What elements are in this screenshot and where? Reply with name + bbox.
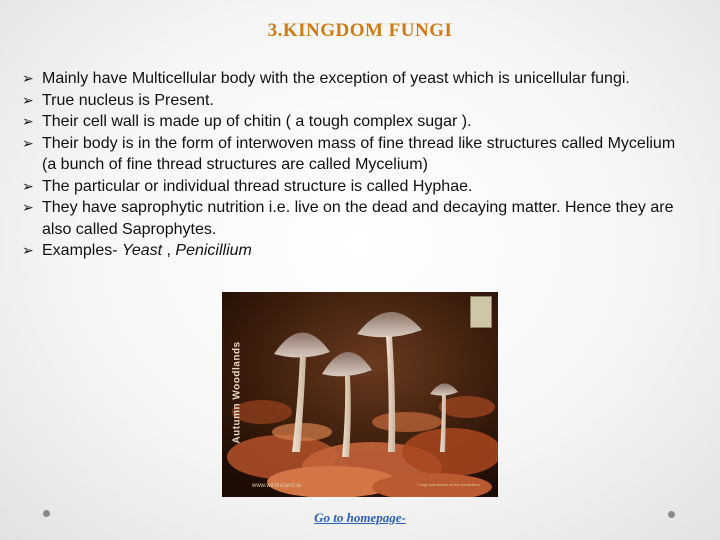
examples-separator: , bbox=[162, 242, 176, 259]
bullet-item-examples bbox=[22, 240, 692, 262]
arrow-bullet-icon: ➢ bbox=[22, 113, 34, 129]
bullet-text: They have saprophytic nutrition i.e. live on the dead and decaying matter. Hence they are also called Saprophytes. bbox=[42, 199, 674, 238]
arrow-bullet-icon: ➢ bbox=[22, 134, 34, 151]
mushroom-photo bbox=[222, 292, 498, 497]
example-penicillium: Penicillium bbox=[175, 242, 252, 259]
bullet-text: The particular or individual thread structure is called Hyphae. bbox=[42, 177, 473, 195]
bullet-text: Their body is in the form of interwoven mass of fine thread like structures called Mycelium (a bunch of fine thread structures are called Mycelium) bbox=[42, 134, 676, 173]
bullet-item bbox=[22, 90, 692, 112]
wild-ireland-logo bbox=[470, 296, 492, 328]
bullet-item bbox=[22, 176, 692, 198]
photo-credit: Fungi and leaves on the forest floor bbox=[417, 482, 480, 487]
arrow-bullet-icon: ➢ bbox=[22, 177, 34, 194]
arrow-bullet-icon: ➢ bbox=[22, 91, 34, 108]
bullet-item bbox=[22, 68, 692, 90]
bullet-item bbox=[22, 197, 692, 240]
photo-side-caption: Autumn Woodlands bbox=[231, 340, 243, 444]
bullet-text: Mainly have Multicellular body with the exception of yeast which is unicellular fungi. bbox=[42, 70, 630, 87]
arrow-bullet-icon: ➢ bbox=[22, 242, 34, 258]
arrow-bullet-icon: ➢ bbox=[22, 70, 34, 86]
bullet-item bbox=[22, 111, 692, 133]
photo-url: www.wildireland.ie bbox=[252, 483, 302, 489]
mushroom-illustration bbox=[222, 292, 498, 497]
examples-prefix: Examples- bbox=[42, 242, 123, 259]
bullet-text: True nucleus is Present. bbox=[42, 91, 214, 109]
homepage-link[interactable]: Go to homepage- bbox=[314, 510, 406, 525]
bullet-list bbox=[22, 68, 692, 262]
bullet-item bbox=[22, 133, 692, 176]
corner-dot-right bbox=[668, 511, 675, 518]
slide-title: 3.KINGDOM FUNGI bbox=[267, 20, 453, 41]
corner-dot-left bbox=[43, 510, 50, 517]
example-yeast: Yeast bbox=[122, 242, 163, 259]
arrow-bullet-icon: ➢ bbox=[22, 199, 34, 215]
bullet-text: Their cell wall is made up of chitin ( a tough complex sugar ). bbox=[42, 113, 472, 130]
